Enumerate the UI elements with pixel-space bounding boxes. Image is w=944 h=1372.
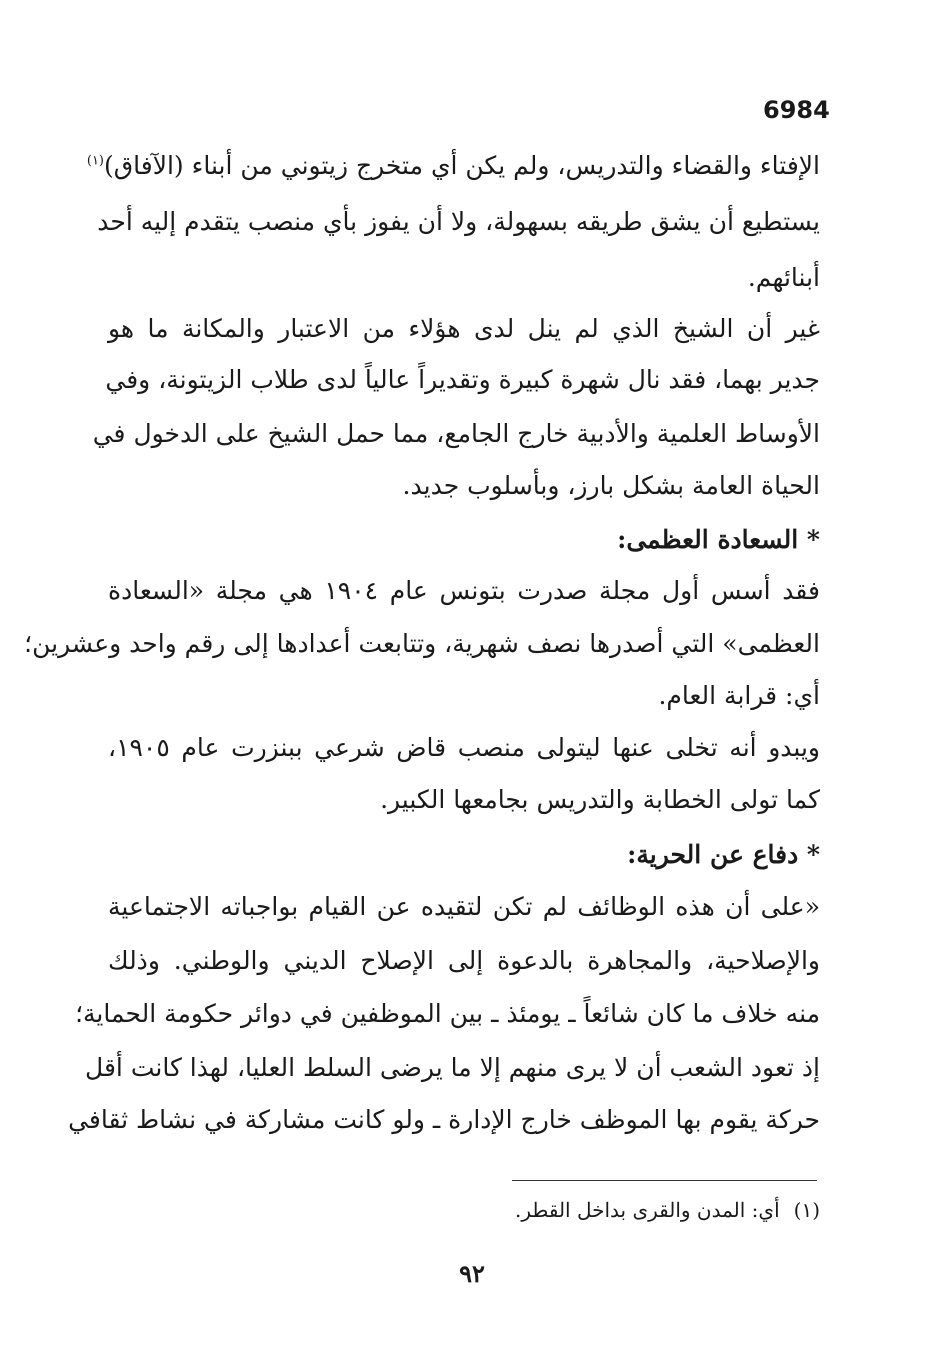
text-line-7: الحياة العامة بشكل بارز، وبأسلوب جديد. bbox=[402, 471, 820, 500]
text-line-9: فقد أسس أول مجلة صدرت بتونس عام ١٩٠٤ هي مجلة «السعادة bbox=[108, 576, 821, 605]
text-line-1: الإفتاء والقضاء والتدريس، ولم يكن أي متخرج زيتوني من أبناء (الآفاق)$^{(١)}$ bbox=[86, 151, 820, 180]
footnote-ref[interactable]: (١) bbox=[86, 153, 104, 169]
text-line-3: أبنائهم. bbox=[747, 263, 820, 292]
text-line-5: جدير بهما، فقد نال شهرة كبيرة وتقديراً عالياً لدى طلاب الزيتونة، وفي bbox=[105, 365, 820, 394]
text-line-19: حركة يقوم بها الموظف خارج الإدارة ـ ولو كانت مشاركة في نشاط ثقافي bbox=[68, 1105, 820, 1134]
text-line-16: والإصلاحية، والمجاهرة بالدعوة إلى الإصلاح الديني والوطني. وذلك bbox=[108, 946, 820, 975]
text-line-13: كما تولى الخطابة والتدريس بجامعها الكبير. bbox=[380, 785, 820, 814]
text-line-12: ويبدو أنه تخلى عنها ليتولى منصب قاض شرعي ببنزرت عام ١٩٠٥، bbox=[108, 733, 820, 762]
footnote-number: (١) bbox=[793, 1198, 820, 1222]
section-heading-saada: * السعادة العظمى: bbox=[617, 525, 820, 554]
text-line-18: إذ تعود الشعب أن لا يرى منهم إلا ما يرضى السلط العليا، لهذا كانت أقل bbox=[85, 1053, 820, 1082]
text-line-6: الأوساط العلمية والأدبية خارج الجامع، مما حمل الشيخ على الدخول في bbox=[92, 419, 820, 448]
footnote-divider bbox=[512, 1180, 817, 1181]
text-line-11: أي: قرابة العام. bbox=[658, 681, 820, 710]
text-line-10: العظمى» التي أصدرها نصف شهرية، وتتابعت أعدادها إلى رقم واحد وعشرين؛ bbox=[24, 629, 820, 658]
text-line-4: غير أن الشيخ الذي لم ينل لدى هؤلاء من الاعتبار والمكانة ما هو bbox=[108, 314, 820, 343]
text-line-17: منه خلاف ما كان شائعاً ـ يومئذ ـ بين الموظفين في دوائر حكومة الحماية؛ bbox=[75, 999, 820, 1028]
footnote bbox=[420, 1195, 820, 1225]
text-line-2: يستطيع أن يشق طريقه بسهولة، ولا أن يفوز بأي منصب يتقدم إليه أحد bbox=[97, 207, 820, 236]
text-line-15: «على أن هذه الوظائف لم تكن لتقيده عن القيام بواجباته الاجتماعية bbox=[108, 892, 820, 921]
footnote-text: أي: المدن والقرى بداخل القطر. bbox=[515, 1198, 780, 1222]
page-id: 6984 bbox=[763, 96, 830, 124]
section-heading-defense: * دفاع عن الحرية: bbox=[627, 840, 820, 869]
page-number: ٩٢ bbox=[459, 1259, 485, 1288]
